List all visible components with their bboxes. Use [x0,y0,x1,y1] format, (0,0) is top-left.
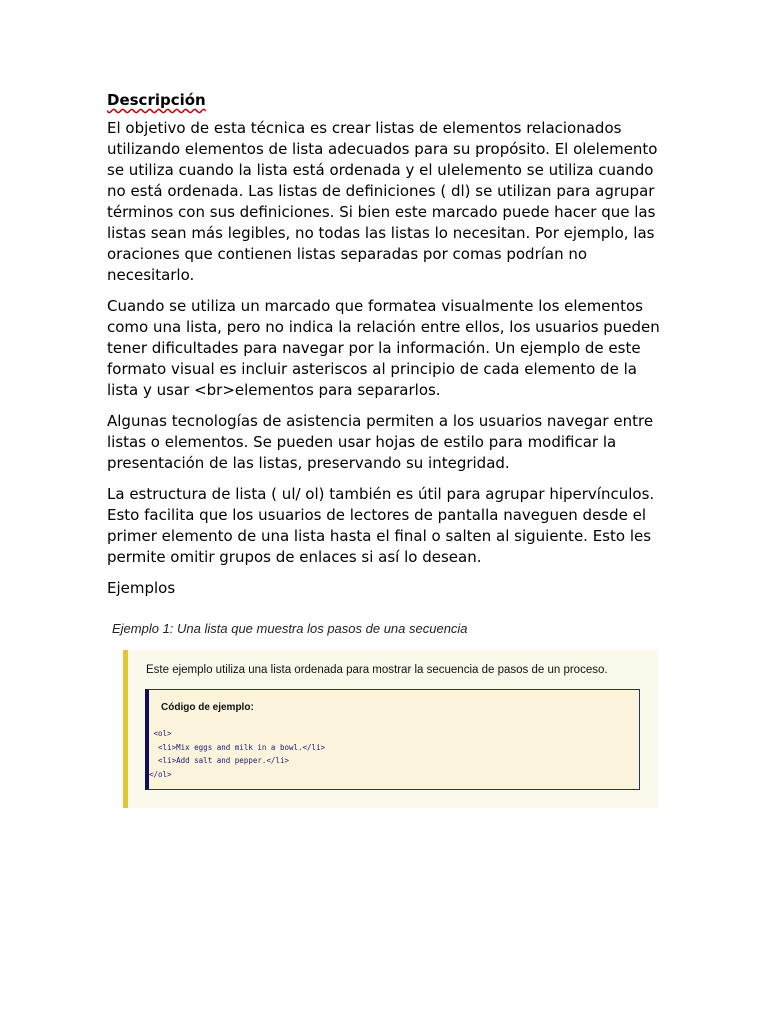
document-body [107,88,663,609]
example-figure [110,618,658,810]
example-caption: Ejemplo 1: Una lista que muestra los pasos de una secuencia [112,621,468,636]
examples-label: Ejemplos [107,579,176,597]
paragraph-2: Cuando se utiliza un marcado que formatea visualmente los elementos como una lista, pero no indica la relación entre ellos, los usuarios pueden tener dificultades para navegar por la información. Un ejemplo de este formato visual es incluir asteriscos al principio de cada elemento de la lista y usar <br>elementos para separarlos. [107,297,660,399]
section-heading: Descripción [107,91,206,109]
code-sample-title: Código de ejemplo: [161,702,254,713]
paragraph-3: Algunas tecnologías de asistencia permiten a los usuarios navegar entre listas o elementos. Se pueden usar hojas de estilo para modificar la presentación de las listas, preservando su integridad. [107,412,654,472]
code-line: </ol> [149,769,172,779]
example-description: Este ejemplo utiliza una lista ordenada para mostrar la secuencia de pasos de un proceso. [146,664,608,676]
example-box [123,650,658,808]
code-line: <li>Add salt and pepper.</li> [149,756,289,765]
paragraph-1: El objetivo de esta técnica es crear listas de elementos relacionados utilizando elementos de lista adecuados para su propósito. El olelemento se utiliza cuando la lista está ordenada y el ulelemento se utiliza cuando no está ordenada. Las listas de definiciones ( dl) se utilizan para agrupar términos con sus definiciones. Si bien este marcado puede hacer que las listas sean más legibles, no todas las listas lo necesitan. Por ejemplo, las oraciones que contienen listas separadas por comas podrían no necesitarlo. [107,119,658,284]
code-sample-box [145,689,640,790]
paragraph-4: La estructura de lista ( ul/ ol) también es útil para agrupar hipervínculos. Esto facilita que los usuarios de lectores de pantalla naveguen desde el primer elemento de una lista hasta el final o salten al siguiente. Esto les permite omitir grupos de enlaces si así lo desean. [107,485,655,566]
code-line: <li>Mix eggs and milk in a bowl.</li> [149,742,326,752]
code-line: <ol> [149,729,172,738]
code-sample [149,727,325,781]
